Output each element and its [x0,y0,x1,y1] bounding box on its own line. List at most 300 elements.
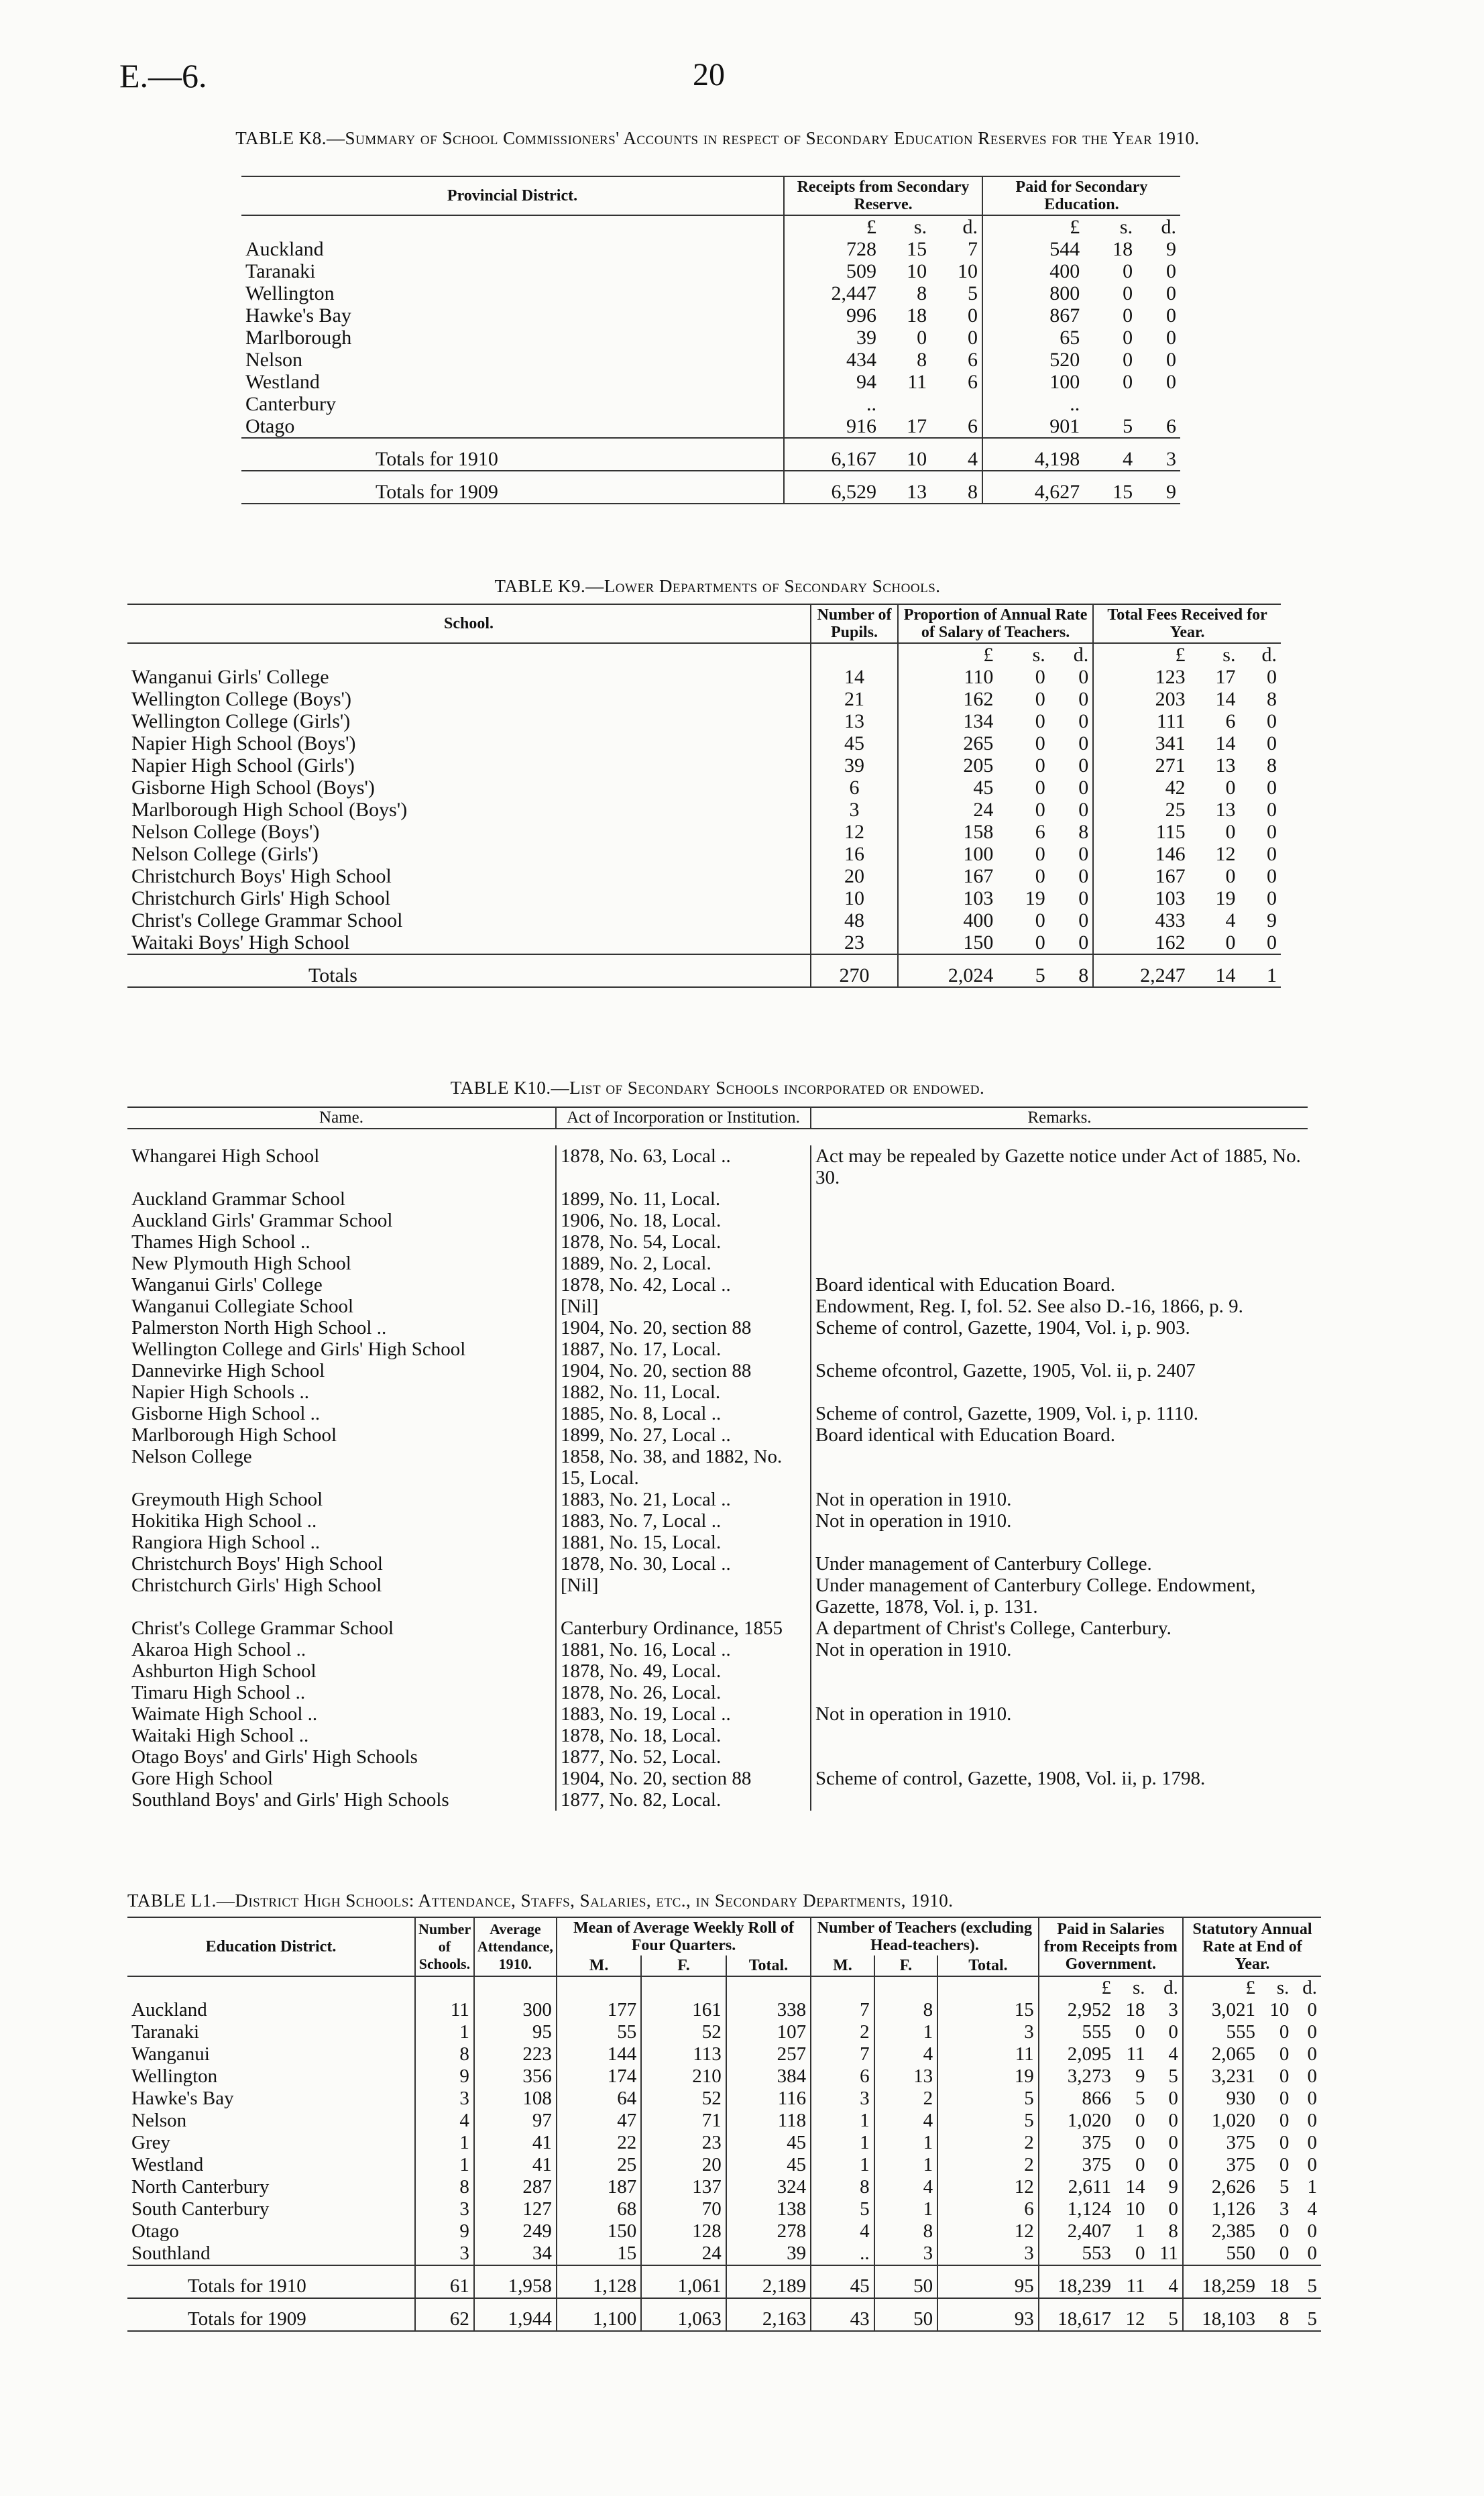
teachers-m: 1 [811,2110,874,2132]
roll-m: 64 [557,2088,641,2110]
teachers-f: 1 [874,2021,938,2043]
receipts-pounds: 434 [784,349,880,371]
roll-total: 257 [726,2043,811,2065]
units-spacer [811,643,898,666]
pupils: 20 [811,865,898,887]
unit-label: £ [1093,643,1189,666]
teachers-f: 1 [874,2132,938,2154]
paid-pounds: .. [982,393,1084,415]
roll-total: 138 [726,2198,811,2220]
salary-shillings: 5 [1035,964,1045,986]
document-reference: E.—6. [119,57,207,95]
attendance: 34 [474,2243,557,2265]
table-row [127,1682,1308,1703]
fees-pounds: 146 [1093,843,1189,865]
fees-shillings: 19 [1215,887,1236,909]
statutory-shillings: 5 [1279,2176,1290,2198]
teachers-total: 19 [937,2065,1039,2088]
act-of-incorporation: 1881, No. 15, Local. [556,1532,811,1553]
table-row [127,1296,1308,1317]
salary-shillings: 0 [1035,843,1045,865]
paid-pounds: 18,239 [1039,2265,1115,2298]
school-name: Wanganui Girls' College [131,1274,323,1296]
fees-pence: 0 [1267,843,1277,865]
receipts-pounds: 6,529 [784,471,880,504]
unit-label: £ [982,215,1084,238]
school-name: Napier High School (Boys') [131,732,356,754]
salary-pence: 0 [1078,931,1089,954]
col-education-district: Education District. [127,1917,415,1976]
table-row [127,2110,1321,2132]
table-row [241,371,1180,393]
table-row [127,2198,1321,2220]
salary-pence: 0 [1078,732,1089,754]
roll-total: 116 [726,2088,811,2110]
paid-pence: 0 [1166,304,1176,327]
attendance: 287 [474,2176,557,2198]
paid-shillings: 11 [1126,2275,1145,2297]
fees-pence: 1 [1267,964,1277,986]
district-name: Nelson [245,349,302,371]
unit-label: s. [1276,1977,1290,1998]
teachers-total: 93 [937,2298,1039,2331]
act-of-incorporation: 1878, No. 26, Local. [556,1682,811,1703]
paid-shillings: 9 [1135,2065,1145,2087]
salary-shillings: 0 [1035,666,1045,688]
receipts-pounds: .. [784,393,880,415]
receipts-pence: 4 [967,448,978,470]
receipts-shillings: 15 [907,238,927,260]
salary-shillings: 0 [1035,931,1045,954]
teachers-m: 43 [811,2298,874,2331]
school-name: Christchurch Boys' High School [131,865,392,887]
teachers-f: 50 [874,2265,938,2298]
salary-shillings: 0 [1035,865,1045,887]
district-name: Taranaki [245,260,316,282]
teachers-f: 50 [874,2298,938,2331]
attendance: 1,958 [474,2265,557,2298]
fees-pence: 0 [1267,865,1277,887]
act-of-incorporation: 1882, No. 11, Local. [556,1381,811,1403]
receipts-pounds: 916 [784,415,880,438]
fees-pounds: 115 [1093,821,1189,843]
school-name: Waitaki High School .. [131,1725,309,1746]
paid-shillings: 0 [1123,260,1133,282]
unit-label: d. [1073,644,1089,666]
col-teachers-total: Total. [937,1955,1039,1976]
fees-shillings: 0 [1225,931,1236,954]
school-name: Marlborough High School [131,1424,337,1446]
receipts-pence: 8 [967,481,978,503]
fees-pounds: 111 [1093,710,1189,732]
act-of-incorporation: 1887, No. 17, Local. [556,1339,811,1360]
table-l1-caption: TABLE L1.—District High Schools: Attendance, Staffs, Salaries, etc., in Secondary Departments, 1910. [127,1890,954,1911]
statutory-pounds: 3,021 [1183,1999,1259,2021]
attendance: 1,944 [474,2298,557,2331]
statutory-pounds: 550 [1183,2243,1259,2265]
table-row [127,1446,1308,1489]
roll-f: 210 [641,2065,726,2088]
unit-label: s. [1032,644,1045,666]
fees-shillings: 13 [1215,754,1236,777]
receipts-pence: 0 [967,304,978,327]
table-row [127,1403,1308,1424]
teachers-m: 5 [811,2198,874,2220]
roll-f: 52 [641,2021,726,2043]
remarks: Act may be repealed by Gazette notice under Act of 1885, No. 30. [811,1145,1308,1188]
paid-pounds: 1,124 [1039,2198,1115,2220]
schools: 61 [415,2265,474,2298]
schools: 3 [415,2198,474,2220]
units-spacer [474,1976,557,1999]
statutory-pounds: 1,020 [1183,2110,1259,2132]
statutory-pounds: 1,126 [1183,2198,1259,2220]
col-pupils: Number of Pupils. [811,604,898,643]
totals-label: Totals for 1909 [376,481,498,503]
district-name: Wellington [245,282,335,304]
units-spacer [557,1976,641,1999]
table-row [127,1381,1308,1403]
table-row [127,1188,1308,1210]
receipts-pence: 6 [967,349,978,371]
table-row [127,1768,1308,1789]
district-name: Totals for 1909 [188,2308,306,2330]
roll-f: 1,061 [641,2265,726,2298]
act-of-incorporation: 1883, No. 19, Local .. [556,1703,811,1725]
paid-shillings: 0 [1135,2154,1145,2175]
attendance: 108 [474,2088,557,2110]
schools: 62 [415,2298,474,2331]
act-of-incorporation: 1878, No. 54, Local. [556,1231,811,1253]
remarks: A department of Christ's College, Canterbury. [811,1618,1308,1639]
schools: 8 [415,2043,474,2065]
pupils: 21 [811,688,898,710]
table-row [127,1618,1308,1639]
receipts-shillings: 8 [917,349,927,371]
school-name: Dannevirke High School [131,1360,325,1381]
table-row [241,238,1180,260]
statutory-pence: 0 [1307,2065,1317,2087]
receipts-pounds: 2,447 [784,282,880,304]
col-teachers-f: F. [874,1955,938,1976]
school-name: Timaru High School .. [131,1682,306,1703]
table-row [127,1703,1308,1725]
paid-pounds: 100 [982,371,1084,393]
paid-pounds: 4,198 [982,438,1084,471]
salary-pounds: 110 [898,666,997,688]
school-name: Auckland Grammar School [131,1188,345,1210]
roll-f: 20 [641,2154,726,2176]
salary-shillings: 0 [1035,777,1045,799]
salary-shillings: 0 [1035,754,1045,777]
receipts-shillings: 13 [907,481,927,503]
units-spacer [127,643,811,666]
school-name: Christchurch Girls' High School [131,1575,382,1596]
fees-pence: 0 [1267,821,1277,843]
schools: 3 [415,2088,474,2110]
roll-f: 23 [641,2132,726,2154]
col-teachers-m: M. [811,1955,874,1976]
units-spacer [241,215,784,238]
act-of-incorporation: 1904, No. 20, section 88 [556,1360,811,1381]
roll-m: 177 [557,1999,641,2021]
salary-pounds: 2,024 [898,954,997,987]
act-of-incorporation: 1877, No. 82, Local. [556,1789,811,1811]
school-name: Greymouth High School [131,1489,323,1510]
receipts-pence: 7 [967,238,978,260]
act-of-incorporation: 1878, No. 30, Local .. [556,1553,811,1575]
teachers-total: 12 [937,2176,1039,2198]
fees-pounds: 2,247 [1093,954,1189,987]
district-name: Auckland [131,1999,207,2021]
table-row [127,887,1281,909]
pupils: 10 [811,887,898,909]
fees-pence: 0 [1267,777,1277,799]
act-of-incorporation: 1878, No. 18, Local. [556,1725,811,1746]
table-k10-caption: TABLE K10.—List of Secondary Schools incorporated or endowed. [450,1078,985,1098]
paid-shillings: 0 [1135,2110,1145,2131]
statutory-shillings: 0 [1279,2043,1290,2065]
table-row [127,1746,1308,1768]
col-average-attendance: Average Attendance, 1910. [474,1917,557,1976]
schools: 11 [415,1999,474,2021]
fees-shillings: 14 [1215,688,1236,710]
salary-shillings: 0 [1035,732,1045,754]
act-of-incorporation: 1885, No. 8, Local .. [556,1403,811,1424]
units-spacer [874,1976,938,1999]
roll-f: 128 [641,2220,726,2243]
act-of-incorporation: 1899, No. 27, Local .. [556,1424,811,1446]
paid-pence: 0 [1168,2088,1178,2109]
schools: 1 [415,2021,474,2043]
statutory-pence: 0 [1307,1999,1317,2021]
receipts-shillings: 18 [907,304,927,327]
act-of-incorporation: Canterbury Ordinance, 1855 [556,1618,811,1639]
remarks: Scheme ofcontrol, Gazette, 1905, Vol. ii, p. 2407 [811,1360,1308,1381]
teachers-total: 6 [937,2198,1039,2220]
paid-pence: 0 [1168,2198,1178,2220]
table-k8 [241,176,1180,504]
paid-shillings: 4 [1123,448,1133,470]
teachers-total: 2 [937,2132,1039,2154]
salary-shillings: 0 [1035,909,1045,931]
spacer-row [127,1129,1308,1145]
salary-pence: 0 [1078,777,1089,799]
school-name: Wellington College (Girls') [131,710,351,732]
paid-shillings: 0 [1135,2021,1145,2043]
table-k9-body [127,643,1281,987]
receipts-pounds: 509 [784,260,880,282]
district-name: Otago [131,2220,179,2242]
school-name: Waitaki Boys' High School [131,931,350,954]
paid-pence: 0 [1166,371,1176,393]
roll-total: 107 [726,2021,811,2043]
salary-pence: 0 [1078,799,1089,821]
col-paid: Paid for Secondary Education. [982,176,1180,215]
statutory-shillings: 0 [1279,2243,1290,2264]
table-row [127,1575,1308,1618]
paid-shillings: 15 [1112,481,1133,503]
salary-pounds: 162 [898,688,997,710]
receipts-pounds: 39 [784,327,880,349]
totals-label: Totals for 1910 [376,448,498,470]
roll-total: 2,189 [726,2265,811,2298]
roll-total: 45 [726,2154,811,2176]
table-row [241,282,1180,304]
statutory-pence: 4 [1307,2198,1317,2220]
district-name: Auckland [245,238,324,260]
teachers-f: 8 [874,2220,938,2243]
statutory-pence: 0 [1307,2220,1317,2242]
unit-label: £ [1039,1976,1115,1999]
school-name: Gisborne High School (Boys') [131,777,375,799]
roll-f: 1,063 [641,2298,726,2331]
school-name: Gisborne High School .. [131,1403,321,1424]
statutory-pounds: 2,626 [1183,2176,1259,2198]
act-of-incorporation: 1877, No. 52, Local. [556,1746,811,1768]
salary-pence: 0 [1078,909,1089,931]
statutory-pence: 0 [1307,2021,1317,2043]
district-name: Westland [245,371,320,393]
paid-pence: 0 [1168,2110,1178,2131]
table-row [127,666,1281,688]
teachers-m: .. [811,2243,874,2265]
table-row [127,821,1281,843]
fees-pounds: 341 [1093,732,1189,754]
units-spacer [811,1976,874,1999]
act-of-incorporation: [Nil] [556,1296,811,1317]
schools: 9 [415,2065,474,2088]
table-row [241,304,1180,327]
paid-shillings: 11 [1126,2043,1145,2065]
pupils: 48 [811,909,898,931]
pupils: 23 [811,931,898,954]
school-name: Gore High School [131,1768,274,1789]
table-row [241,393,1180,415]
salary-pounds: 400 [898,909,997,931]
remarks [811,1339,1308,1360]
paid-pounds: 800 [982,282,1084,304]
fees-shillings: 6 [1225,710,1236,732]
school-name: Christchurch Boys' High School [131,1553,383,1575]
salary-pence: 0 [1078,843,1089,865]
roll-total: 118 [726,2110,811,2132]
attendance: 356 [474,2065,557,2088]
teachers-total: 3 [937,2021,1039,2043]
remarks [811,1660,1308,1682]
paid-shillings: 0 [1123,304,1133,327]
receipts-shillings: 0 [917,327,927,349]
roll-m: 25 [557,2154,641,2176]
remarks [811,1725,1308,1746]
school-name: Wanganui Girls' College [131,666,329,688]
statutory-pounds: 2,065 [1183,2043,1259,2065]
paid-shillings: 0 [1135,2243,1145,2264]
table-row [127,688,1281,710]
pupils: 6 [811,777,898,799]
attendance: 223 [474,2043,557,2065]
paid-pounds: 553 [1039,2243,1115,2265]
roll-f: 70 [641,2198,726,2220]
fees-pence: 0 [1267,931,1277,954]
schools: 1 [415,2132,474,2154]
col-name: Name. [319,1109,363,1127]
remarks: Under management of Canterbury College. [811,1553,1308,1575]
table-row [127,1553,1308,1575]
table-row [127,2065,1321,2088]
unit-label: s. [913,216,927,238]
totals-row [127,2298,1321,2331]
unit-label: £ [1183,1976,1259,1999]
statutory-pence: 5 [1307,2308,1317,2330]
paid-pounds: 520 [982,349,1084,371]
paid-pounds: 544 [982,238,1084,260]
school-name: Christ's College Grammar School [131,1618,394,1639]
paid-pence: 0 [1168,2132,1178,2153]
roll-total: 338 [726,1999,811,2021]
table-k8-body [241,215,1180,504]
statutory-pounds: 3,231 [1183,2065,1259,2088]
statutory-shillings: 10 [1269,1999,1290,2021]
paid-pence: 4 [1168,2275,1178,2297]
table-row [127,1789,1308,1811]
paid-pence: 0 [1166,327,1176,349]
paid-pence: 3 [1168,1999,1178,2021]
table-row [127,710,1281,732]
table-row [127,1489,1308,1510]
remarks: Not in operation in 1910. [811,1489,1308,1510]
paid-pence: 9 [1166,238,1176,260]
fees-pence: 8 [1267,688,1277,710]
units-spacer [937,1976,1039,1999]
salary-pounds: 103 [898,887,997,909]
paid-pounds: 867 [982,304,1084,327]
pupils: 45 [811,732,898,754]
fees-pounds: 123 [1093,666,1189,688]
table-row [127,799,1281,821]
roll-total: 39 [726,2243,811,2265]
school-name: Nelson College (Boys') [131,821,320,843]
remarks [811,1446,1308,1489]
statutory-shillings: 0 [1279,2088,1290,2109]
teachers-total: 2 [937,2154,1039,2176]
statutory-pence: 0 [1307,2088,1317,2109]
act-of-incorporation: 1889, No. 2, Local. [556,1253,811,1274]
schools: 8 [415,2176,474,2198]
paid-shillings: 5 [1135,2088,1145,2109]
district-name: Taranaki [131,2021,200,2043]
statutory-shillings: 18 [1269,2275,1290,2297]
salary-pence: 0 [1078,688,1089,710]
paid-pounds: 375 [1039,2154,1115,2176]
col-receipts: Receipts from Secondary Reserve. [784,176,982,215]
teachers-f: 8 [874,1999,938,2021]
teachers-f: 13 [874,2065,938,2088]
teachers-f: 3 [874,2243,938,2265]
receipts-pounds: 94 [784,371,880,393]
district-name: North Canterbury [131,2176,270,2198]
teachers-m: 8 [811,2176,874,2198]
receipts-pounds: 6,167 [784,438,880,471]
table-row [127,1253,1308,1274]
remarks [811,1789,1308,1811]
statutory-shillings: 0 [1279,2220,1290,2242]
table-row [127,2154,1321,2176]
receipts-pence: 0 [967,327,978,349]
table-row [127,1424,1308,1446]
unit-label: s. [1132,1977,1145,1998]
school-name: Wellington College and Girls' High School [131,1339,466,1360]
